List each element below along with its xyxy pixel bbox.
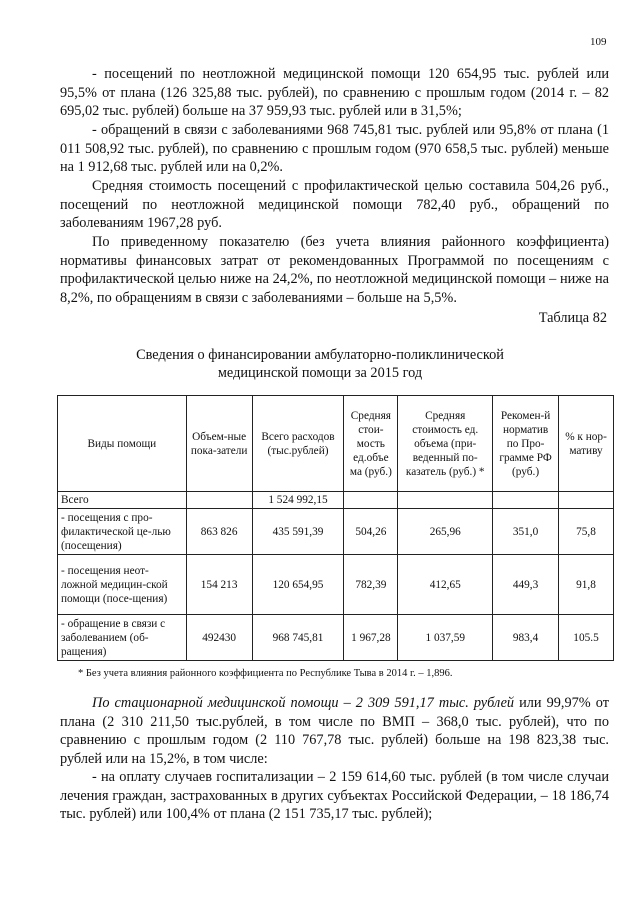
paragraph-text: По приведенному показателю (без учета влияния районного коэффициента) нормативы финансовых затрат от рекомендованных Программой по посещениям с профилактической целью ниже на 24,2%, по неотложной медицинской помощи – ниже на 8,2%, по обращениям в связи с заболеваниями – больше на 5,5%.: [60, 234, 609, 306]
table-header-row: [58, 396, 614, 492]
table-cell: [186, 492, 252, 509]
table-title: [0, 346, 640, 382]
paragraph-text: или 99,97% от плана (2 310 211,50 тыс.рублей, в том числе по ВМП – 368,0 тыс. рублей), что по сравнению с прошлым годом (2 110 767,78 тыс. рублей) больше на 198 823,38 тыс. рублей или на 15,2%, в том числе:: [60, 695, 609, 767]
table-cell: 782,39: [344, 555, 398, 615]
table-cell: 1 524 992,15: [252, 492, 344, 509]
table-cell: 449,3: [493, 555, 559, 615]
table-cell: 983,4: [493, 615, 559, 661]
paragraph-norms: [60, 233, 609, 307]
table-title-line-1: Сведения о финансировании амбулаторно-поликлинической: [136, 347, 504, 363]
table-cell: 120 654,95: [252, 555, 344, 615]
paragraph-italic-lead: По стационарной медицинской помощи – 2 309 591,17 тыс. рублей: [92, 695, 515, 711]
paragraph-average-cost: [60, 177, 609, 233]
table-cell: 154 213: [186, 555, 252, 615]
table-cell: 265,96: [398, 509, 493, 555]
header-cell: Всего расходов (тыс.рублей): [252, 396, 344, 492]
paragraph-text: - на оплату случаев госпитализации – 2 159 614,60 тыс. рублей (в том числе случаи лечения граждан, застрахованных в других субъектах Российской Федерации, – 18 186,74 тыс. рублей) или 100,4% от плана (2 151 735,17 тыс. рублей);: [60, 769, 609, 823]
table-row: [58, 555, 614, 615]
table-cell: 105.5: [559, 615, 614, 661]
header-cell: Рекомен-й норматив по Про-грамме РФ (руб.): [493, 396, 559, 492]
table-cell: Всего: [58, 492, 187, 509]
paragraph-text: - посещений по неотложной медицинской помощи 120 654,95 тыс. рублей или 95,5% от плана (126 325,88 тыс. рублей), по сравнению с прошлым годом (2014 г. – 82 695,02 тыс. рублей) больше на 37 959,93 тыс. рублей или в 31,5%;: [60, 66, 609, 120]
header-cell: Объем-ные пока-затели: [186, 396, 252, 492]
table-cell: - посещения неот-ложной медицин-ской помощи (посе-щения): [58, 555, 187, 615]
table-cell: 1 037,59: [398, 615, 493, 661]
table-cell: 504,26: [344, 509, 398, 555]
paragraph-text: - обращений в связи с заболеваниями 968 745,81 тыс. рублей или 95,8% от плана (1 011 508,92 тыс. рублей), по сравнению с прошлым годом (970 658,5 тыс. рублей) меньше на 1 912,68 тыс. рублей или на 0,2%.: [60, 122, 609, 176]
table-row: [58, 615, 614, 661]
paragraph-text: Средняя стоимость посещений с профилактической целью составила 504,26 руб., посещений по неотложной медицинской помощи 782,40 руб., обращений по заболеваниям 1967,28 руб.: [60, 178, 609, 232]
table-cell: 1 967,28: [344, 615, 398, 661]
table-label: Таблица 82: [538, 310, 607, 326]
table-cell: 75,8: [559, 509, 614, 555]
page-number: 109: [590, 36, 607, 48]
paragraph-disease-appeals: [60, 121, 609, 177]
table-cell: - обращение в связи с заболеванием (об-ращения): [58, 615, 187, 661]
table-cell: 435 591,39: [252, 509, 344, 555]
table-footnote: * Без учета влияния районного коэффициента по Республике Тыва в 2014 г. – 1,896.: [78, 668, 453, 679]
table-cell: [493, 492, 559, 509]
table-row: [58, 492, 614, 509]
table-cell: 492430: [186, 615, 252, 661]
financing-table: [57, 395, 614, 661]
header-cell: Виды помощи: [58, 396, 187, 492]
table-cell: [398, 492, 493, 509]
table-cell: - посещения с про-филактической це-лью (посещения): [58, 509, 187, 555]
header-cell: Средняя стоимость ед. объема (при-веденный по-казатель (руб.) *: [398, 396, 493, 492]
header-cell: Средняя стои-мость ед.объе ма (руб.): [344, 396, 398, 492]
table-cell: [344, 492, 398, 509]
table-cell: 351,0: [493, 509, 559, 555]
table-cell: 91,8: [559, 555, 614, 615]
table-row: [58, 509, 614, 555]
paragraph-inpatient-care: [60, 694, 609, 768]
table-cell: 968 745,81: [252, 615, 344, 661]
header-cell: % к нор-мативу: [559, 396, 614, 492]
table-cell: [559, 492, 614, 509]
paragraph-emergency-visits: [60, 65, 609, 121]
paragraph-hospitalization: [60, 768, 609, 824]
table-title-line-2: медицинской помощи за 2015 год: [217, 365, 423, 381]
table-cell: 412,65: [398, 555, 493, 615]
table-cell: 863 826: [186, 509, 252, 555]
